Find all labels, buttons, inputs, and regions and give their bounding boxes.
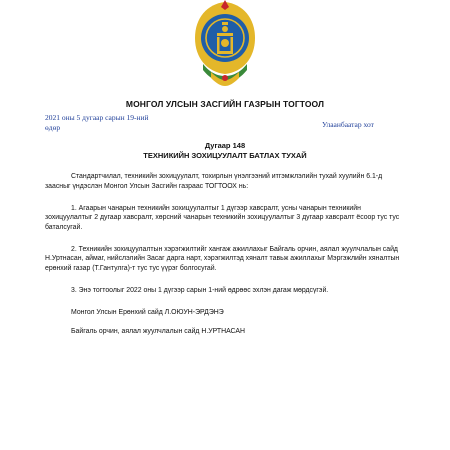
article-paragraph: 2. Техникийн зохицуулалтын хэрэгжилтийг хангаж ажиллахыг Байгаль орчин, аялал жуулчлалын сайд Н.Уртнасан, аймаг, нийслэлийн Засаг дарга нарт, хэрэгжилтэд хяналт тавьж ажиллахыг Мэргэжлийн хяналтын ерөнхий газар (Т.Гантулга)-т тус тус үүрэг болгосугай. xyxy=(45,245,400,272)
signature-line: Монгол Улсын Ерөнхий сайд Л.ОЮУН-ЭРДЭНЭ xyxy=(71,308,224,316)
decree-date xyxy=(45,113,175,132)
preamble-paragraph: Стандартчилал, техникийн зохицуулалт, тохирлын үнэлгээний итгэмжлэлийн тухай хуулийн 6.1-д заасныг үндэслэн Монгол Улсын Засгийн газраас ТОГТООХ нь: xyxy=(45,173,383,190)
article-paragraph: 3. Энэ тогтоолыг 2022 оны 1 дүгээр сарын 1-ний өдрөөс эхлэн дагаж мөрдсүгэй. xyxy=(71,286,329,294)
date-line: 2021 оны 5 дугаар сарын 19-ний xyxy=(45,113,149,122)
issue-city: Улаанбаатар хот xyxy=(322,120,374,129)
decree-title: ТЕХНИКИЙН ЗОХИЦУУЛАЛТ БАТЛАХ ТУХАЙ xyxy=(143,151,307,160)
decree-number: Дугаар 148 xyxy=(204,141,246,150)
decree-body xyxy=(45,172,400,346)
date-line: өдөр xyxy=(45,122,61,132)
government-title: МОНГОЛ УЛСЫН ЗАСГИЙН ГАЗРЫН ТОГТООЛ xyxy=(125,99,325,109)
state-emblem-icon xyxy=(191,0,259,86)
article-paragraph: 1. Агаарын чанарын техникийн зохицуулалтыг 1 дүгээр хавсралт, усны чанарын техникийн зохицуулалтыг 2 дугаар хавсралт, хөрсний чанарын техникийн зохицуулалтыг 3 дугаар хавсралт ёсоор тус тус баталсугай. xyxy=(45,204,400,231)
signature-line: Байгаль орчин, аялал жуулчлалын сайд Н.УРТНАСАН xyxy=(71,328,245,335)
